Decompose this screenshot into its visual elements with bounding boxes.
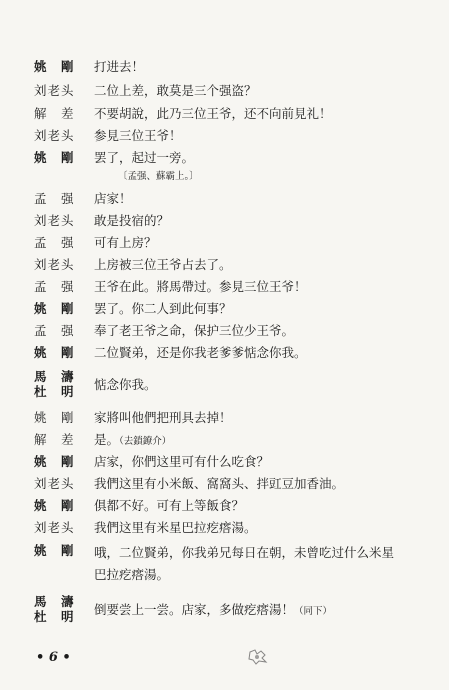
dialogue-text bbox=[94, 601, 414, 621]
dialogue-line bbox=[0, 497, 449, 515]
dialogue-line bbox=[0, 475, 449, 493]
dialogue-line bbox=[0, 58, 449, 76]
paired-speakers bbox=[34, 369, 90, 399]
dialogue-line bbox=[0, 519, 449, 537]
dialogue-text: 惦念你我。 bbox=[94, 377, 157, 392]
speaker-name: 姚 剛 bbox=[34, 410, 75, 425]
dialogue-line bbox=[0, 322, 449, 340]
dialogue-line bbox=[0, 431, 449, 449]
stage-direction: 〔孟强、蘇霸上。〕 bbox=[118, 171, 199, 182]
stage-note: （去鎖鐐介） bbox=[119, 436, 172, 447]
dialogue-text: 上房被三位王爷占去了。 bbox=[94, 257, 232, 272]
dialogue-text-main: 是。 bbox=[94, 432, 120, 447]
dialogue-text: 店家！ bbox=[94, 191, 132, 206]
speaker-name: 姚 剛 bbox=[34, 543, 75, 558]
dialogue-line bbox=[0, 105, 449, 123]
speaker-name: 姚 剛 bbox=[34, 150, 75, 165]
speaker-name: 刘老头 bbox=[34, 257, 75, 272]
dialogue-text: 家將叫他們把刑具去掉！ bbox=[94, 410, 232, 425]
dialogue-text: 俱都不好。可有上等飯食？ bbox=[94, 498, 245, 513]
dialogue-text: 打进去！ bbox=[94, 59, 145, 74]
dialogue-line bbox=[0, 256, 449, 274]
dialogue-text: 罢了。你二人到此何事？ bbox=[94, 301, 232, 316]
dialogue-line bbox=[0, 234, 449, 252]
page-number: • 6 • bbox=[36, 650, 71, 665]
speaker-name: 姚 剛 bbox=[34, 301, 75, 316]
speaker-name: 解 差 bbox=[34, 432, 75, 447]
speaker-name: 馬 濤 bbox=[34, 369, 75, 384]
speaker-name: 孟 强 bbox=[34, 235, 75, 250]
dialogue-text: 奉了老王爷之命，保护三位少王爷。 bbox=[94, 323, 295, 338]
dialogue-line bbox=[0, 149, 449, 167]
dialogue-text: 参見三位王爷！ bbox=[94, 128, 182, 143]
dialogue-line bbox=[0, 190, 449, 208]
dialogue-line bbox=[0, 300, 449, 318]
speaker-name: 刘老头 bbox=[34, 128, 75, 143]
speaker-name: 姚 剛 bbox=[34, 345, 75, 360]
speaker-name: 刘老头 bbox=[34, 213, 75, 228]
dialogue-text bbox=[94, 431, 414, 451]
dialogue-text: 罢了，起过一旁。 bbox=[94, 150, 195, 165]
speaker-name: 刘老头 bbox=[34, 476, 75, 491]
dialogue-text: 二位上差，敢莫是三个强盗？ bbox=[94, 83, 257, 98]
speaker-name: 姚 剛 bbox=[34, 498, 75, 513]
dialogue-text: 我們这里有小米飯、窩窩头、拌豇豆加香油。 bbox=[94, 476, 345, 491]
dialogue-text: 敢是投宿的？ bbox=[94, 213, 170, 228]
speaker-name: 刘老头 bbox=[34, 83, 75, 98]
speaker-name: 杜 明 bbox=[34, 609, 75, 624]
dialogue-text: 店家，你們这里可有什么吃食？ bbox=[94, 454, 270, 469]
speaker-name: 馬 濤 bbox=[34, 594, 75, 609]
library-stamp-icon bbox=[247, 648, 269, 666]
speaker-name: 姚 剛 bbox=[34, 59, 75, 74]
dialogue-text: 王爷在此。將馬帶过。参見三位王爷！ bbox=[94, 279, 307, 294]
speaker-name: 姚 剛 bbox=[34, 454, 75, 469]
paired-speakers bbox=[34, 594, 90, 624]
dialogue-text: 不要胡說，此乃三位王爷，还不向前見礼！ bbox=[94, 106, 332, 121]
dialogue-line bbox=[0, 82, 449, 100]
dialogue-text: 哦，二位賢弟，你我弟兄每日在朝，未曾吃过什么米星巴拉疙瘩湯。 bbox=[94, 545, 395, 582]
speaker-name: 解 差 bbox=[34, 106, 75, 121]
dialogue-line bbox=[0, 453, 449, 471]
speaker-name: 孟 强 bbox=[34, 323, 75, 338]
dialogue-text: 二位賢弟，还是你我老爹爹惦念你我。 bbox=[94, 345, 307, 360]
dialogue-text: 可有上房？ bbox=[94, 235, 157, 250]
dialogue-line bbox=[0, 212, 449, 230]
dialogue-line bbox=[0, 344, 449, 362]
dialogue-line bbox=[0, 127, 449, 145]
dialogue-text-main: 倒要尝上一尝。店家，多做疙瘩湯！ bbox=[94, 602, 295, 617]
stage-note: （同下） bbox=[294, 606, 333, 617]
dialogue-line bbox=[0, 409, 449, 427]
speaker-name: 孟 强 bbox=[34, 191, 75, 206]
dialogue-line bbox=[0, 278, 449, 296]
speaker-name: 杜 明 bbox=[34, 384, 75, 399]
speaker-name: 孟 强 bbox=[34, 279, 75, 294]
speaker-name: 刘老头 bbox=[34, 520, 75, 535]
dialogue-text: 我們这里有米星巴拉疙瘩湯。 bbox=[94, 520, 257, 535]
dialogue-line bbox=[0, 542, 449, 586]
